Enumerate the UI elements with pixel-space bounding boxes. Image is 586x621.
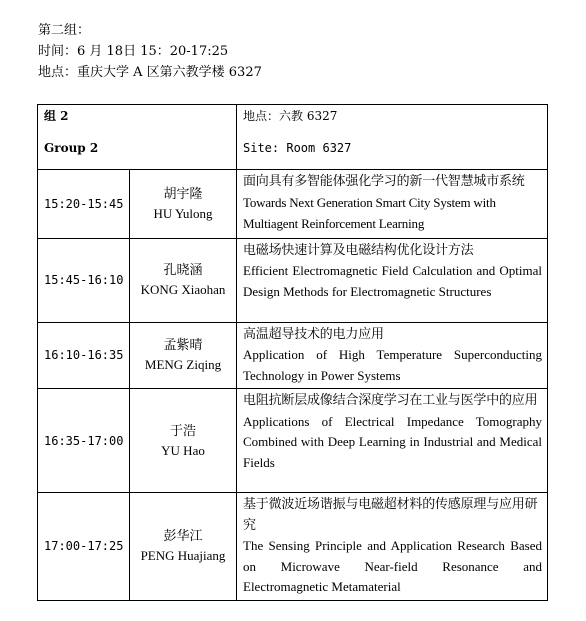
table-row: [38, 389, 548, 493]
topic-cell: [237, 389, 548, 493]
presenter-name-cn: 孟紫晴: [163, 338, 203, 354]
time-cell: 17:00-17:25: [38, 493, 130, 601]
presenter-name-cn: 彭华江: [163, 529, 203, 545]
group-site-cell: [237, 105, 548, 170]
table-row: [38, 238, 548, 322]
site-label-en: Site: Room 6327: [243, 141, 352, 155]
presenter-cell: [130, 170, 237, 239]
presenter-cell: [130, 322, 237, 389]
presenter-name-en: MENG Ziqing: [144, 357, 222, 373]
group-label-en: Group 2: [44, 141, 99, 155]
table-row: [38, 170, 548, 239]
presenter-cell: [130, 389, 237, 493]
presenter-name-cn: 胡宇隆: [163, 186, 203, 202]
topic-cn: 电阻抗断层成像结合深度学习在工业与医学中的应用: [243, 393, 538, 408]
group-title: 第二组：: [38, 23, 91, 38]
session-time: 时间：6 月 18日 15：20-17:25: [38, 44, 229, 59]
table-row: [38, 322, 548, 389]
topic-cell: [237, 493, 548, 601]
topic-cn: 基于微波近场谐振与电磁超材料的传感原理与应用研究: [243, 497, 538, 533]
time-cell: 16:35-17:00: [38, 389, 130, 493]
topic-cn: 电磁场快速计算及电磁结构优化设计方法: [243, 242, 474, 258]
topic-cell: [237, 238, 548, 322]
topic-cell: [237, 170, 548, 239]
presenter-name-cn: 于浩: [169, 423, 196, 439]
group-label-cell: [38, 105, 237, 170]
time-cell: 16:10-16:35: [38, 322, 130, 389]
presenter-cell: [130, 238, 237, 322]
session-location: 地点：重庆大学 A 区第六教学楼 6327: [38, 65, 262, 80]
presenter-name-en: KONG Xiaohan: [140, 282, 226, 297]
group-label-cn: 组 2: [44, 109, 69, 123]
topic-cell: [237, 322, 548, 389]
site-label-cn: 地点：六教 6327: [243, 109, 338, 123]
presenter-name-en: HU Yulong: [153, 205, 213, 221]
topic-en: Towards Next Generation Smart City System with Multiagent Reinforcement Learning: [243, 194, 496, 231]
time-cell: 15:45-16:10: [38, 238, 130, 322]
table-row: [38, 493, 548, 601]
topic-cn: 面向具有多智能体强化学习的新一代智慧城市系统 Towards Next Generation Smart City System with Multiagent Reinforcement Learning: [243, 174, 525, 231]
topic-en: Applications of Electrical Impedance Tomography Combined with Deep Learning in Industrial and Medical Fields: [243, 413, 542, 470]
presenter-name-en: YU Hao: [161, 442, 205, 458]
session-header: [38, 20, 262, 83]
topic-en: Efficient Electromagnetic Field Calculation and Optimal Design Methods for Electromagnetic Structures: [243, 263, 542, 299]
group-header-row: [38, 105, 548, 170]
presenter-name-en: PENG Huajiang: [140, 548, 226, 564]
topic-cn: 高温超导技术的电力应用: [243, 326, 384, 342]
topic-en: Application of High Temperature Superconducting Technology in Power Systems: [243, 347, 542, 383]
presenter-cell: [130, 493, 237, 601]
time-cell: 15:20-15:45: [38, 170, 130, 239]
schedule-table: [37, 104, 548, 601]
topic-en: The Sensing Principle and Application Research Based on Microwave Near-field Resonance and Electromagnetic Metamaterial: [243, 538, 542, 594]
presenter-name-cn: 孔晓涵: [163, 263, 203, 278]
